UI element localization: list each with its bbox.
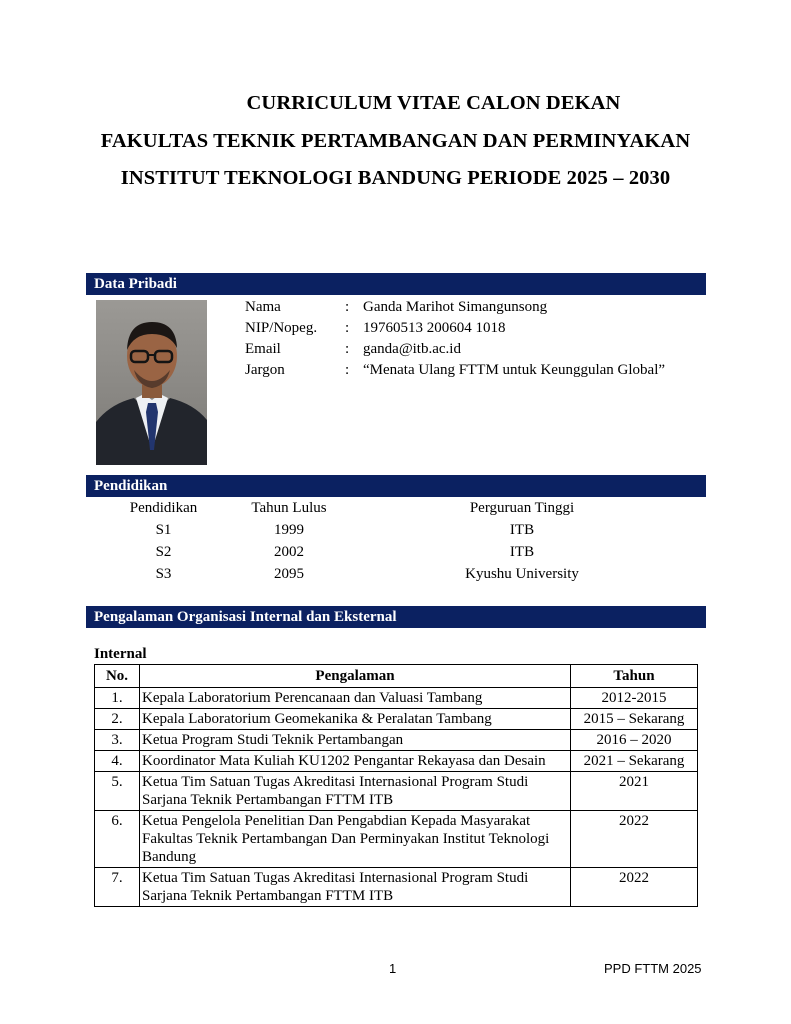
cv-title-line-2: FAKULTAS TEKNIK PERTAMBANGAN DAN PERMINYAKAN bbox=[100, 130, 691, 152]
info-colon: : bbox=[345, 299, 350, 315]
row-pengalaman: Ketua Tim Satuan Tugas Akreditasi Internasional Program Studi Sarjana Teknik Pertambangan FTTM ITB bbox=[140, 772, 571, 811]
section-header-organisasi: Pengalaman Organisasi Internal dan Eksternal bbox=[86, 606, 706, 628]
row-tahun: 2016 – 2020 bbox=[571, 730, 698, 751]
row-no: 6. bbox=[95, 811, 140, 868]
profile-photo bbox=[96, 300, 207, 465]
edu-header-tahun-lulus: Tahun Lulus bbox=[251, 500, 327, 516]
cv-title-line-1: CURRICULUM VITAE CALON DEKAN bbox=[246, 92, 621, 114]
edu-header-perguruan-tinggi: Perguruan Tinggi bbox=[469, 500, 575, 516]
row-no: 2. bbox=[95, 709, 140, 730]
table-row bbox=[95, 751, 698, 772]
footer-label: PPD FTTM 2025 bbox=[604, 961, 702, 976]
header-pengalaman: Pengalaman bbox=[140, 665, 571, 688]
section-header-data-pribadi: Data Pribadi bbox=[86, 273, 706, 295]
info-label: Email bbox=[245, 341, 281, 357]
info-label: NIP/Nopeg. bbox=[245, 320, 318, 336]
row-no: 4. bbox=[95, 751, 140, 772]
edu-header-pendidikan: Pendidikan bbox=[129, 500, 198, 516]
edu-jenjang: S3 bbox=[155, 566, 172, 582]
info-value-nama: Ganda Marihot Simangunsong bbox=[363, 299, 548, 315]
info-label: Nama bbox=[245, 299, 281, 315]
edu-tahun: 2095 bbox=[274, 566, 304, 582]
edu-perguruan-tinggi: ITB bbox=[509, 544, 535, 560]
internal-experience-table bbox=[94, 664, 698, 907]
edu-perguruan-tinggi: ITB bbox=[509, 522, 535, 538]
table-row bbox=[95, 772, 698, 811]
info-colon: : bbox=[345, 341, 350, 357]
row-tahun: 2021 bbox=[571, 772, 698, 811]
table-row bbox=[95, 688, 698, 709]
row-tahun: 2021 – Sekarang bbox=[571, 751, 698, 772]
table-row bbox=[95, 811, 698, 868]
edu-row bbox=[86, 519, 706, 541]
info-label: Jargon bbox=[245, 362, 285, 378]
page-number: 1 bbox=[389, 961, 397, 976]
info-colon: : bbox=[345, 362, 350, 378]
row-no: 7. bbox=[95, 868, 140, 907]
info-value-jargon: “Menata Ulang FTTM untuk Keunggulan Global” bbox=[363, 362, 666, 378]
edu-jenjang: S1 bbox=[155, 522, 172, 538]
edu-tahun: 2002 bbox=[274, 544, 304, 560]
edu-tahun: 1999 bbox=[274, 522, 304, 538]
row-pengalaman: Kepala Laboratorium Perencanaan dan Valuasi Tambang bbox=[140, 688, 571, 709]
edu-row bbox=[86, 541, 706, 563]
row-tahun: 2015 – Sekarang bbox=[571, 709, 698, 730]
row-pengalaman: Ketua Pengelola Penelitian Dan Pengabdian Kepada Masyarakat Fakultas Teknik Pertambangan Dan Perminyakan Institut Teknologi Bandung bbox=[140, 811, 571, 868]
info-row-jargon bbox=[245, 360, 665, 380]
edu-row bbox=[86, 563, 706, 585]
row-pengalaman: Ketua Tim Satuan Tugas Akreditasi Internasional Program Studi Sarjana Teknik Pertambangan FTTM ITB bbox=[140, 868, 571, 907]
header-tahun: Tahun bbox=[571, 665, 698, 688]
info-value-email: ganda@itb.ac.id bbox=[363, 341, 461, 357]
row-pengalaman: Koordinator Mata Kuliah KU1202 Pengantar Rekayasa dan Desain bbox=[140, 751, 571, 772]
info-row-nip bbox=[245, 318, 506, 338]
info-value-nip: 19760513 200604 1018 bbox=[363, 320, 506, 336]
table-header-row bbox=[95, 665, 698, 688]
header-no: No. bbox=[95, 665, 140, 688]
row-no: 3. bbox=[95, 730, 140, 751]
info-row-email bbox=[245, 339, 461, 359]
cv-title-line-3: INSTITUT TEKNOLOGI BANDUNG PERIODE 2025 – 2030 bbox=[120, 167, 671, 189]
row-pengalaman: Ketua Program Studi Teknik Pertambangan bbox=[140, 730, 571, 751]
edu-perguruan-tinggi: Kyushu University bbox=[465, 566, 579, 582]
row-tahun: 2022 bbox=[571, 811, 698, 868]
row-no: 5. bbox=[95, 772, 140, 811]
internal-subheading: Internal bbox=[94, 646, 147, 662]
info-row-nama bbox=[245, 297, 547, 317]
row-tahun: 2022 bbox=[571, 868, 698, 907]
portrait-image bbox=[96, 300, 207, 465]
row-tahun: 2012-2015 bbox=[571, 688, 698, 709]
edu-jenjang: S2 bbox=[155, 544, 172, 560]
section-header-pendidikan: Pendidikan bbox=[86, 475, 706, 497]
table-row bbox=[95, 730, 698, 751]
row-pengalaman: Kepala Laboratorium Geomekanika & Peralatan Tambang bbox=[140, 709, 571, 730]
table-row bbox=[95, 709, 698, 730]
edu-header-row bbox=[86, 497, 706, 519]
table-row bbox=[95, 868, 698, 907]
row-no: 1. bbox=[95, 688, 140, 709]
info-colon: : bbox=[345, 320, 350, 336]
